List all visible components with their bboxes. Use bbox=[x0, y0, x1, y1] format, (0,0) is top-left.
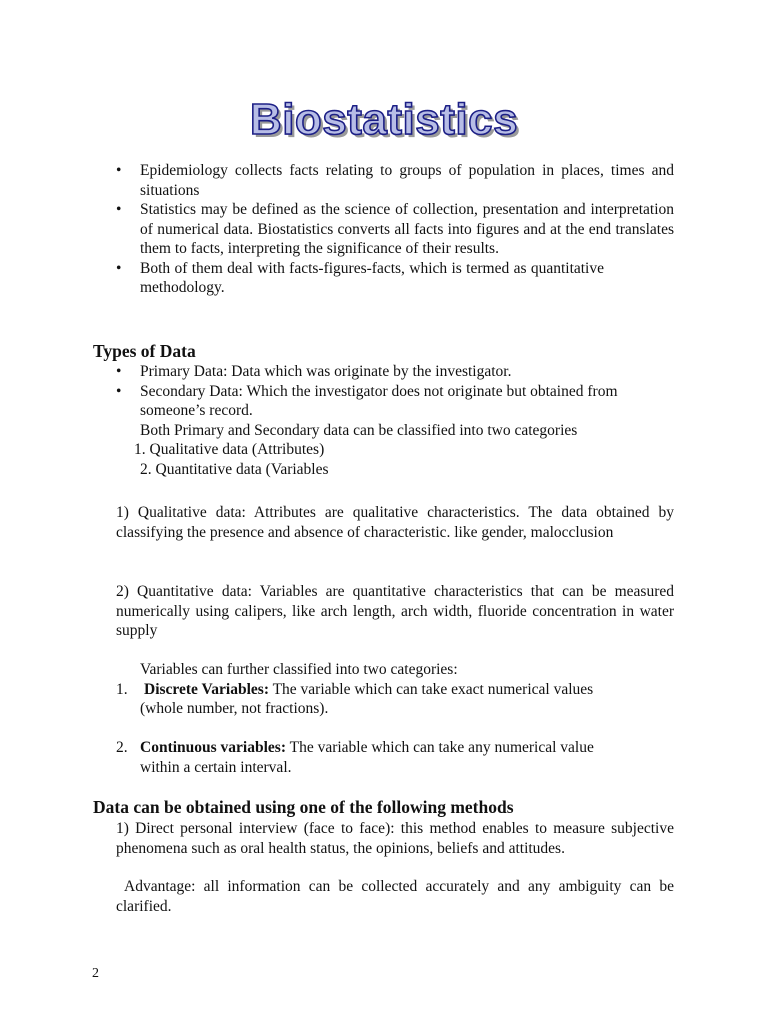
types-bullets bbox=[116, 362, 674, 479]
list-item bbox=[116, 362, 674, 382]
classify-item: 2. Quantitative data (Variables bbox=[140, 460, 329, 478]
variable-number: 2. bbox=[116, 739, 128, 756]
bullet-text: Secondary Data: Which the investigator does not originate but obtained from someone’s record. bbox=[140, 382, 618, 419]
qualitative-paragraph: 1) Qualitative data: Attributes are qualitative characteristics. The data obtained by classifying the presence and absence of characteristic. like gender, malocclusion bbox=[116, 504, 674, 541]
title-wrap bbox=[0, 92, 768, 148]
bullet-text: Statistics may be defined as the science of collection, presentation and interpretation of numerical data. Biostatistics converts all facts into figures and at the end translates them to facts, interpreting the significance of their results. bbox=[140, 201, 674, 257]
types-heading: Types of Data bbox=[93, 341, 196, 361]
variable-cont: (whole number, not fractions). bbox=[140, 700, 329, 717]
bullet-icon: • bbox=[116, 201, 122, 218]
advantage-paragraph: Advantage: all information can be collected accurately and any ambiguity can be clarified. bbox=[116, 878, 674, 915]
page-number: 2 bbox=[92, 966, 99, 981]
variable-text: The variable which can take exact numerical values bbox=[268, 680, 594, 698]
list-item bbox=[116, 161, 674, 200]
classify-item: 1. Qualitative data (Attributes) bbox=[134, 441, 325, 458]
intro-bullets bbox=[116, 161, 674, 298]
variable-cont: within a certain interval. bbox=[140, 758, 292, 776]
variable-number: 1. bbox=[116, 680, 128, 698]
variable-term: Continuous variables: bbox=[140, 739, 286, 756]
bullet-text: Primary Data: Data which was originate by the investigator. bbox=[140, 363, 512, 380]
bullet-icon: • bbox=[116, 363, 122, 380]
variables-section bbox=[116, 660, 674, 777]
bullet-icon: • bbox=[116, 162, 122, 179]
methods-heading: Data can be obtained using one of the following methods bbox=[93, 797, 514, 817]
list-item bbox=[116, 200, 674, 259]
bullet-text: Epidemiology collects facts relating to groups of population in places, times and situations bbox=[140, 162, 674, 199]
variable-text: The variable which can take any numerical value bbox=[286, 739, 594, 756]
page-title: Biostatistics bbox=[249, 95, 519, 144]
quantitative-paragraph: 2) Quantitative data: Variables are quantitative characteristics that can be measured numerically using calipers, like arch length, arch width, fluoride concentration in water supply bbox=[116, 583, 674, 639]
classify-intro: Both Primary and Secondary data can be classified into two categories bbox=[140, 421, 578, 439]
bullet-icon: • bbox=[116, 382, 122, 400]
variable-item bbox=[116, 738, 674, 777]
variable-item bbox=[116, 680, 674, 719]
bullet-icon: • bbox=[116, 259, 122, 277]
variable-term: Discrete Variables: bbox=[144, 680, 269, 698]
list-item bbox=[116, 259, 674, 298]
methods-paragraph: 1) Direct personal interview (face to face): this method enables to measure subjective phenomena such as oral health status, the opinions, beliefs and attitudes. bbox=[116, 820, 674, 857]
bullet-text: Both of them deal with facts-figures-facts, which is termed as quantitative methodology. bbox=[140, 259, 604, 296]
variables-intro: Variables can further classified into two categories: bbox=[140, 661, 458, 678]
list-item bbox=[116, 382, 674, 421]
